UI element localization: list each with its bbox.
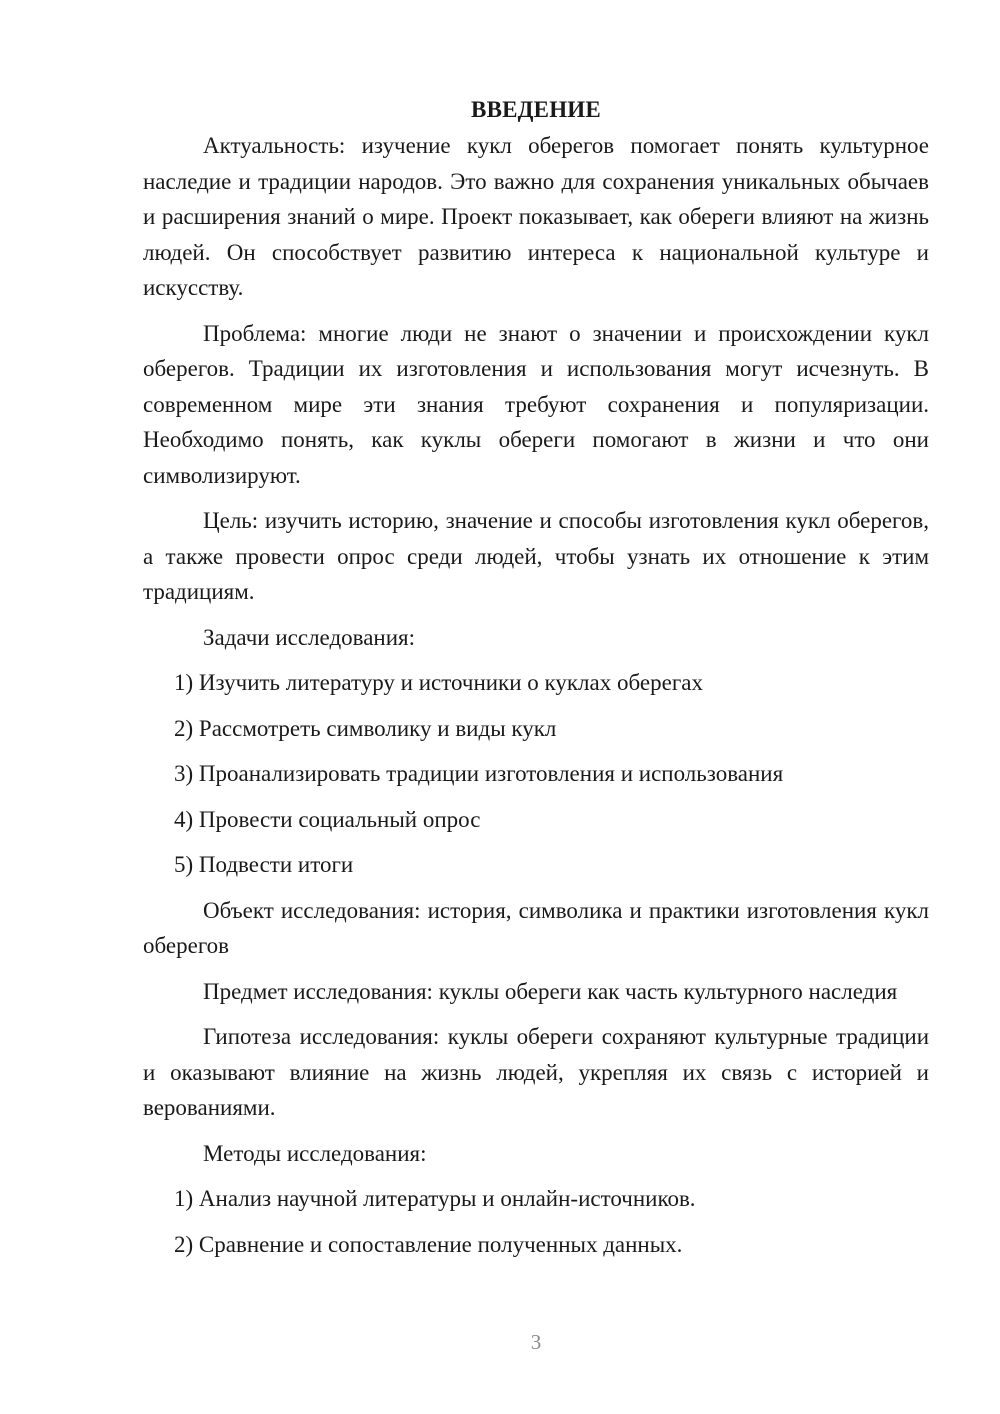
paragraph-object: Объект исследования: история, символика и практики изготовления кукл оберегов — [143, 897, 929, 958]
list-item: 1) Изучить литературу и источники о куклах оберегах — [174, 670, 703, 695]
paragraph-hypothesis: Гипотеза исследования: куклы обереги сохраняют культурные традиции и оказывают влияние на жизнь людей, укрепляя их связь с историей и верованиями. — [143, 1024, 929, 1120]
paragraph-problem: Проблема: многие люди не знают о значении и происхождении кукл оберегов. Традиции их изготовления и использования могут исчезнуть. В современном мире эти знания требуют сохранения и популяризации. Необходимо понять, как куклы обереги помогают в жизни и что они символизируют. — [143, 320, 929, 488]
tasks-heading: Задачи исследования: — [203, 624, 416, 650]
list-item: 2) Сравнение и сопоставление полученных данных. — [174, 1231, 683, 1257]
list-item: 4) Провести социальный опрос — [174, 806, 481, 832]
tasks-list — [143, 665, 929, 883]
page-number: 3 — [530, 1330, 542, 1354]
list-item: 5) Подвести итоги — [174, 852, 354, 877]
methods-list — [143, 1181, 929, 1262]
paragraph-goal: Цель: изучить историю, значение и способы изготовления кукл оберегов, а также провести опрос среди людей, чтобы узнать их отношение к этим традициям. — [143, 508, 929, 604]
methods-heading: Методы исследования: — [203, 1140, 427, 1166]
list-item: 3) Проанализировать традиции изготовления и использования — [174, 761, 784, 786]
list-item: 1) Анализ научной литературы и онлайн-источников. — [174, 1186, 696, 1211]
document-page — [143, 92, 929, 1272]
paragraph-relevance: Актуальность: изучение кукл оберегов помогает понять культурное наследие и традиции народов. Это важно для сохранения уникальных обычаев и расширения знаний о мире. Проект показывает, как обереги влияют на жизнь людей. Он способствует развитию интереса к национальной культуре и искусству. — [143, 133, 929, 300]
paragraph-subject: Предмет исследования: куклы обереги как часть культурного наследия — [203, 978, 898, 1004]
list-item: 2) Рассмотреть символику и виды кукл — [174, 715, 557, 741]
page-title: ВВЕДЕНИЕ — [471, 97, 601, 122]
